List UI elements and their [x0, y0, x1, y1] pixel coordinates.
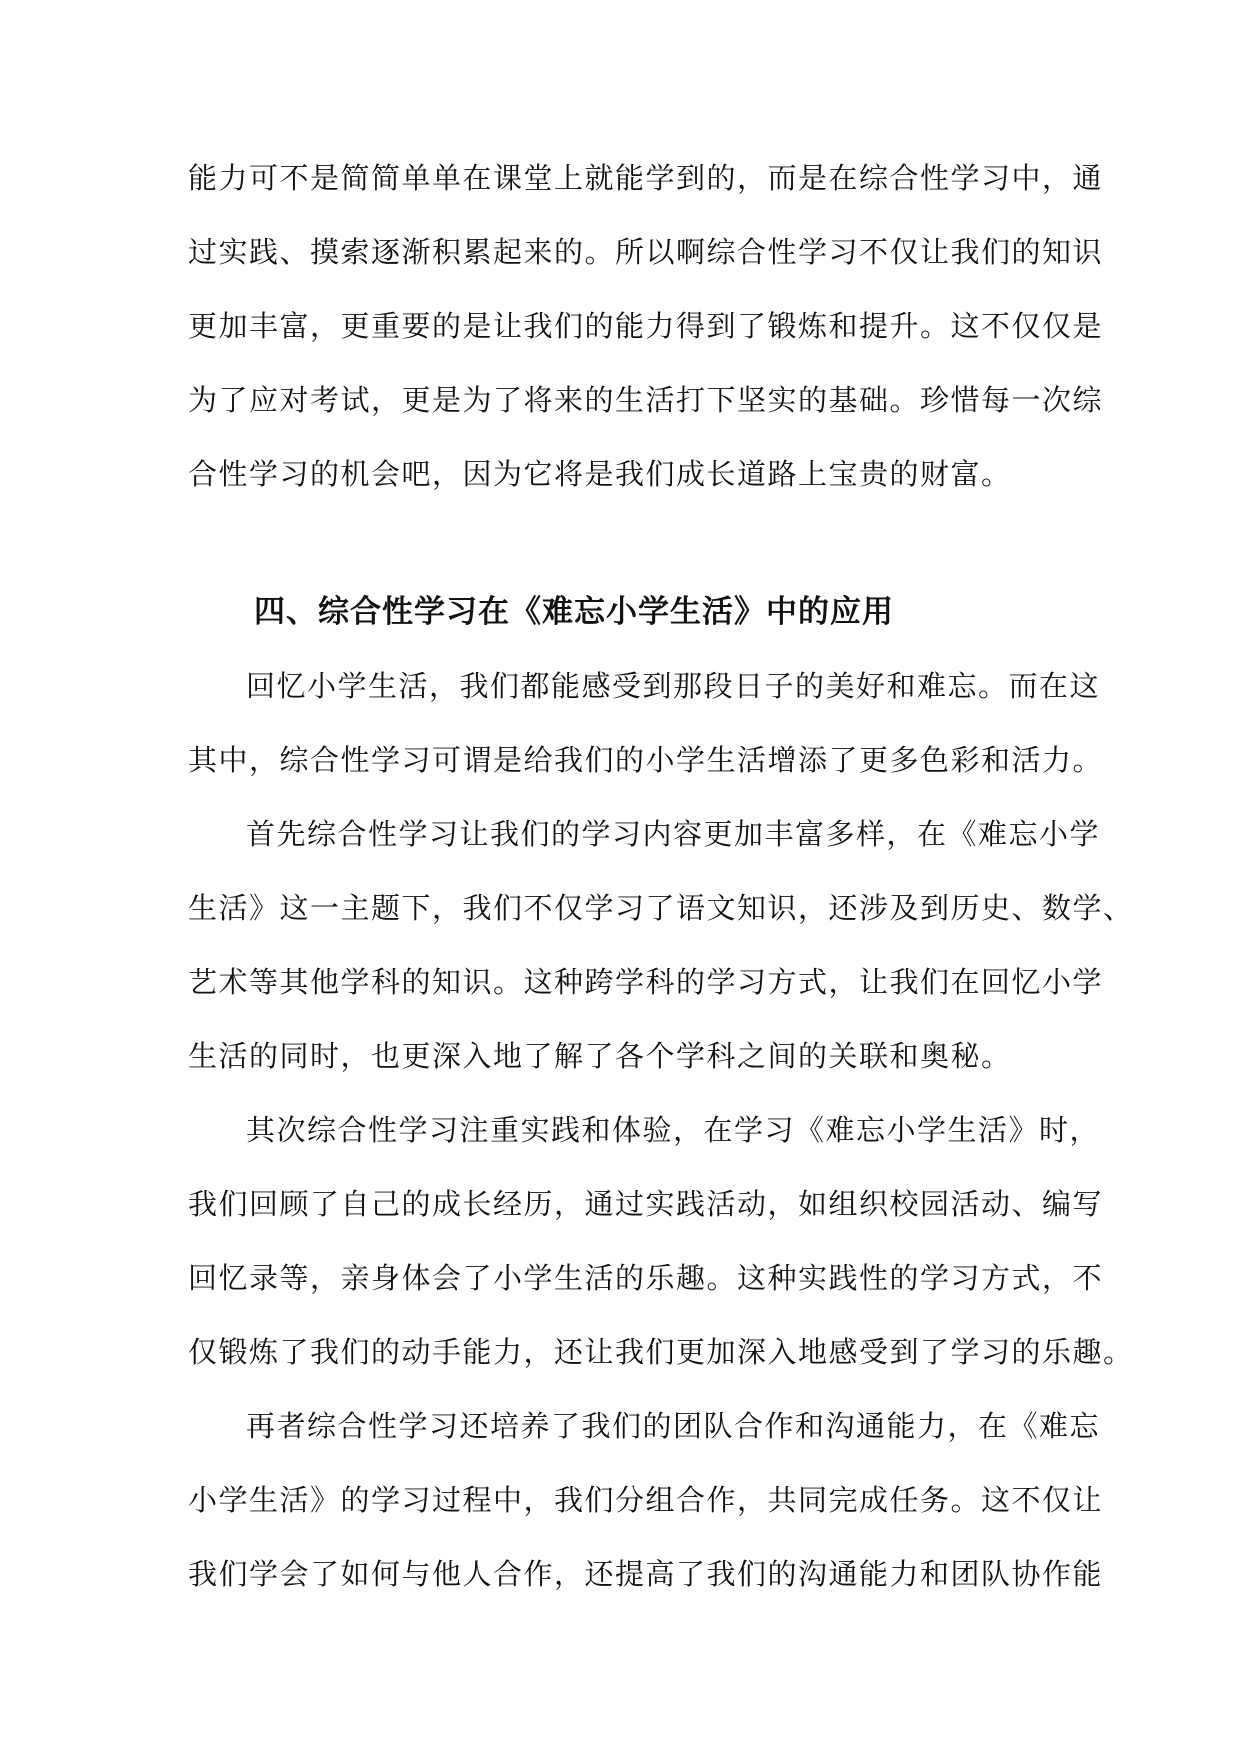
paragraph-line: 我们回顾了自己的成长经历，通过实践活动，如组织校园活动、编写: [188, 1187, 1104, 1221]
paragraph-4: [188, 1389, 1104, 1611]
paragraph-line: 其中，综合性学习可谓是给我们的小学生活增添了更多色彩和活力。: [188, 743, 1104, 777]
paragraph-line: 其次综合性学习注重实践和体验，在学习《难忘小学生活》时，: [246, 1113, 1101, 1147]
document-body: [188, 141, 1134, 1611]
section-heading: 四、综合性学习在《难忘小学生活》中的应用: [254, 594, 894, 630]
paragraph-1: [188, 649, 1104, 797]
paragraph-line: 为了应对考试，更是为了将来的生活打下坚实的基础。珍惜每一次综: [188, 383, 1104, 417]
paragraph-line: 再者综合性学习还培养了我们的团队合作和沟通能力，在《难忘: [246, 1409, 1101, 1443]
paragraph-3: [188, 1093, 1134, 1389]
paragraph-2: [188, 797, 1134, 1093]
paragraph-line: 更加丰富，更重要的是让我们的能力得到了锻炼和提升。这不仅仅是: [188, 309, 1104, 343]
paragraph-line: 生活的同时，也更深入地了解了各个学科之间的关联和奥秘。: [188, 1039, 1012, 1073]
paragraph-line: 小学生活》的学习过程中，我们分组合作，共同完成任务。这不仅让: [188, 1483, 1104, 1517]
paragraph-line: 过实践、摸索逐渐积累起来的。所以啊综合性学习不仅让我们的知识: [188, 235, 1104, 269]
paragraph-line: 首先综合性学习让我们的学习内容更加丰富多样，在《难忘小学: [246, 817, 1101, 851]
paragraph-line: 仅锻炼了我们的动手能力，还让我们更加深入地感受到了学习的乐趣。: [188, 1335, 1134, 1369]
paragraph-line: 回忆小学生活，我们都能感受到那段日子的美好和难忘。而在这: [246, 669, 1101, 703]
continued-paragraph: [188, 141, 1104, 511]
paragraph-line: 合性学习的机会吧，因为它将是我们成长道路上宝贵的财富。: [188, 457, 1012, 491]
paragraph-line: 生活》这一主题下，我们不仅学习了语文知识，还涉及到历史、数学、: [188, 891, 1134, 925]
paragraph-line: 艺术等其他学科的知识。这种跨学科的学习方式，让我们在回忆小学: [188, 965, 1104, 999]
paragraph-line: 能力可不是简简单单在课堂上就能学到的，而是在综合性学习中，通: [188, 161, 1104, 195]
paragraph-line: 回忆录等，亲身体会了小学生活的乐趣。这种实践性的学习方式，不: [188, 1261, 1104, 1295]
paragraph-line: 我们学会了如何与他人合作，还提高了我们的沟通能力和团队协作能: [188, 1557, 1104, 1591]
